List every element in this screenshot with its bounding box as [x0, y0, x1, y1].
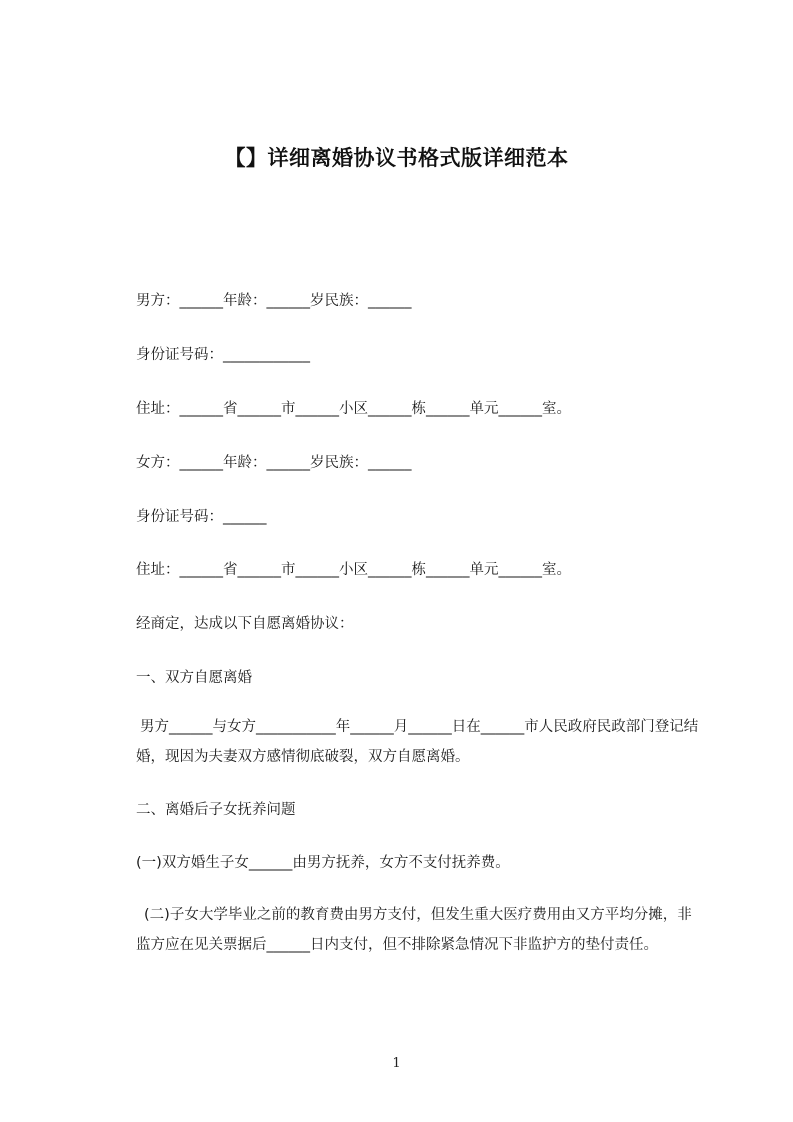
male-address-line: 住址：______省______市______小区______栋______单元______室。	[136, 401, 571, 417]
female-address-line: 住址：______省______市______小区______栋______单元______室。	[136, 562, 571, 578]
female-id-number-line: 身份证号码：______	[136, 509, 267, 525]
section-1-paragraph: 男方______与女方___________年______月______日在______市人民政府民政部门登记结婚，现因为夫妻双方感情彻底破裂，双方自愿离婚。	[136, 719, 699, 765]
section-2-heading: 二、离婚后子女抚养问题	[136, 802, 296, 818]
section-1-heading: 一、双方自愿离婚	[136, 670, 252, 686]
agreement-intro-line: 经商定，达成以下自愿离婚协议：	[136, 616, 354, 632]
document-title: 【】详细离婚协议书格式版详细范本	[224, 146, 569, 170]
female-basic-info-line: 女方：______年龄：______岁民族：______	[136, 455, 412, 471]
section-2-item-1: (一)双方婚生子女______由男方抚养，女方不支付抚养费。	[136, 855, 510, 871]
page-number: 1	[392, 1056, 401, 1071]
male-basic-info-line: 男方：______年龄：______岁民族：______	[136, 293, 412, 309]
male-id-number-line: 身份证号码：____________	[136, 347, 310, 363]
section-2-item-2-paragraph: (二)子女大学毕业之前的教育费由男方支付，但发生重大医疗费用由又方平均分摊，非监方应在见关票据后______日内支付，但不排除紧急情况下非监护方的垫付责任。	[136, 907, 692, 953]
